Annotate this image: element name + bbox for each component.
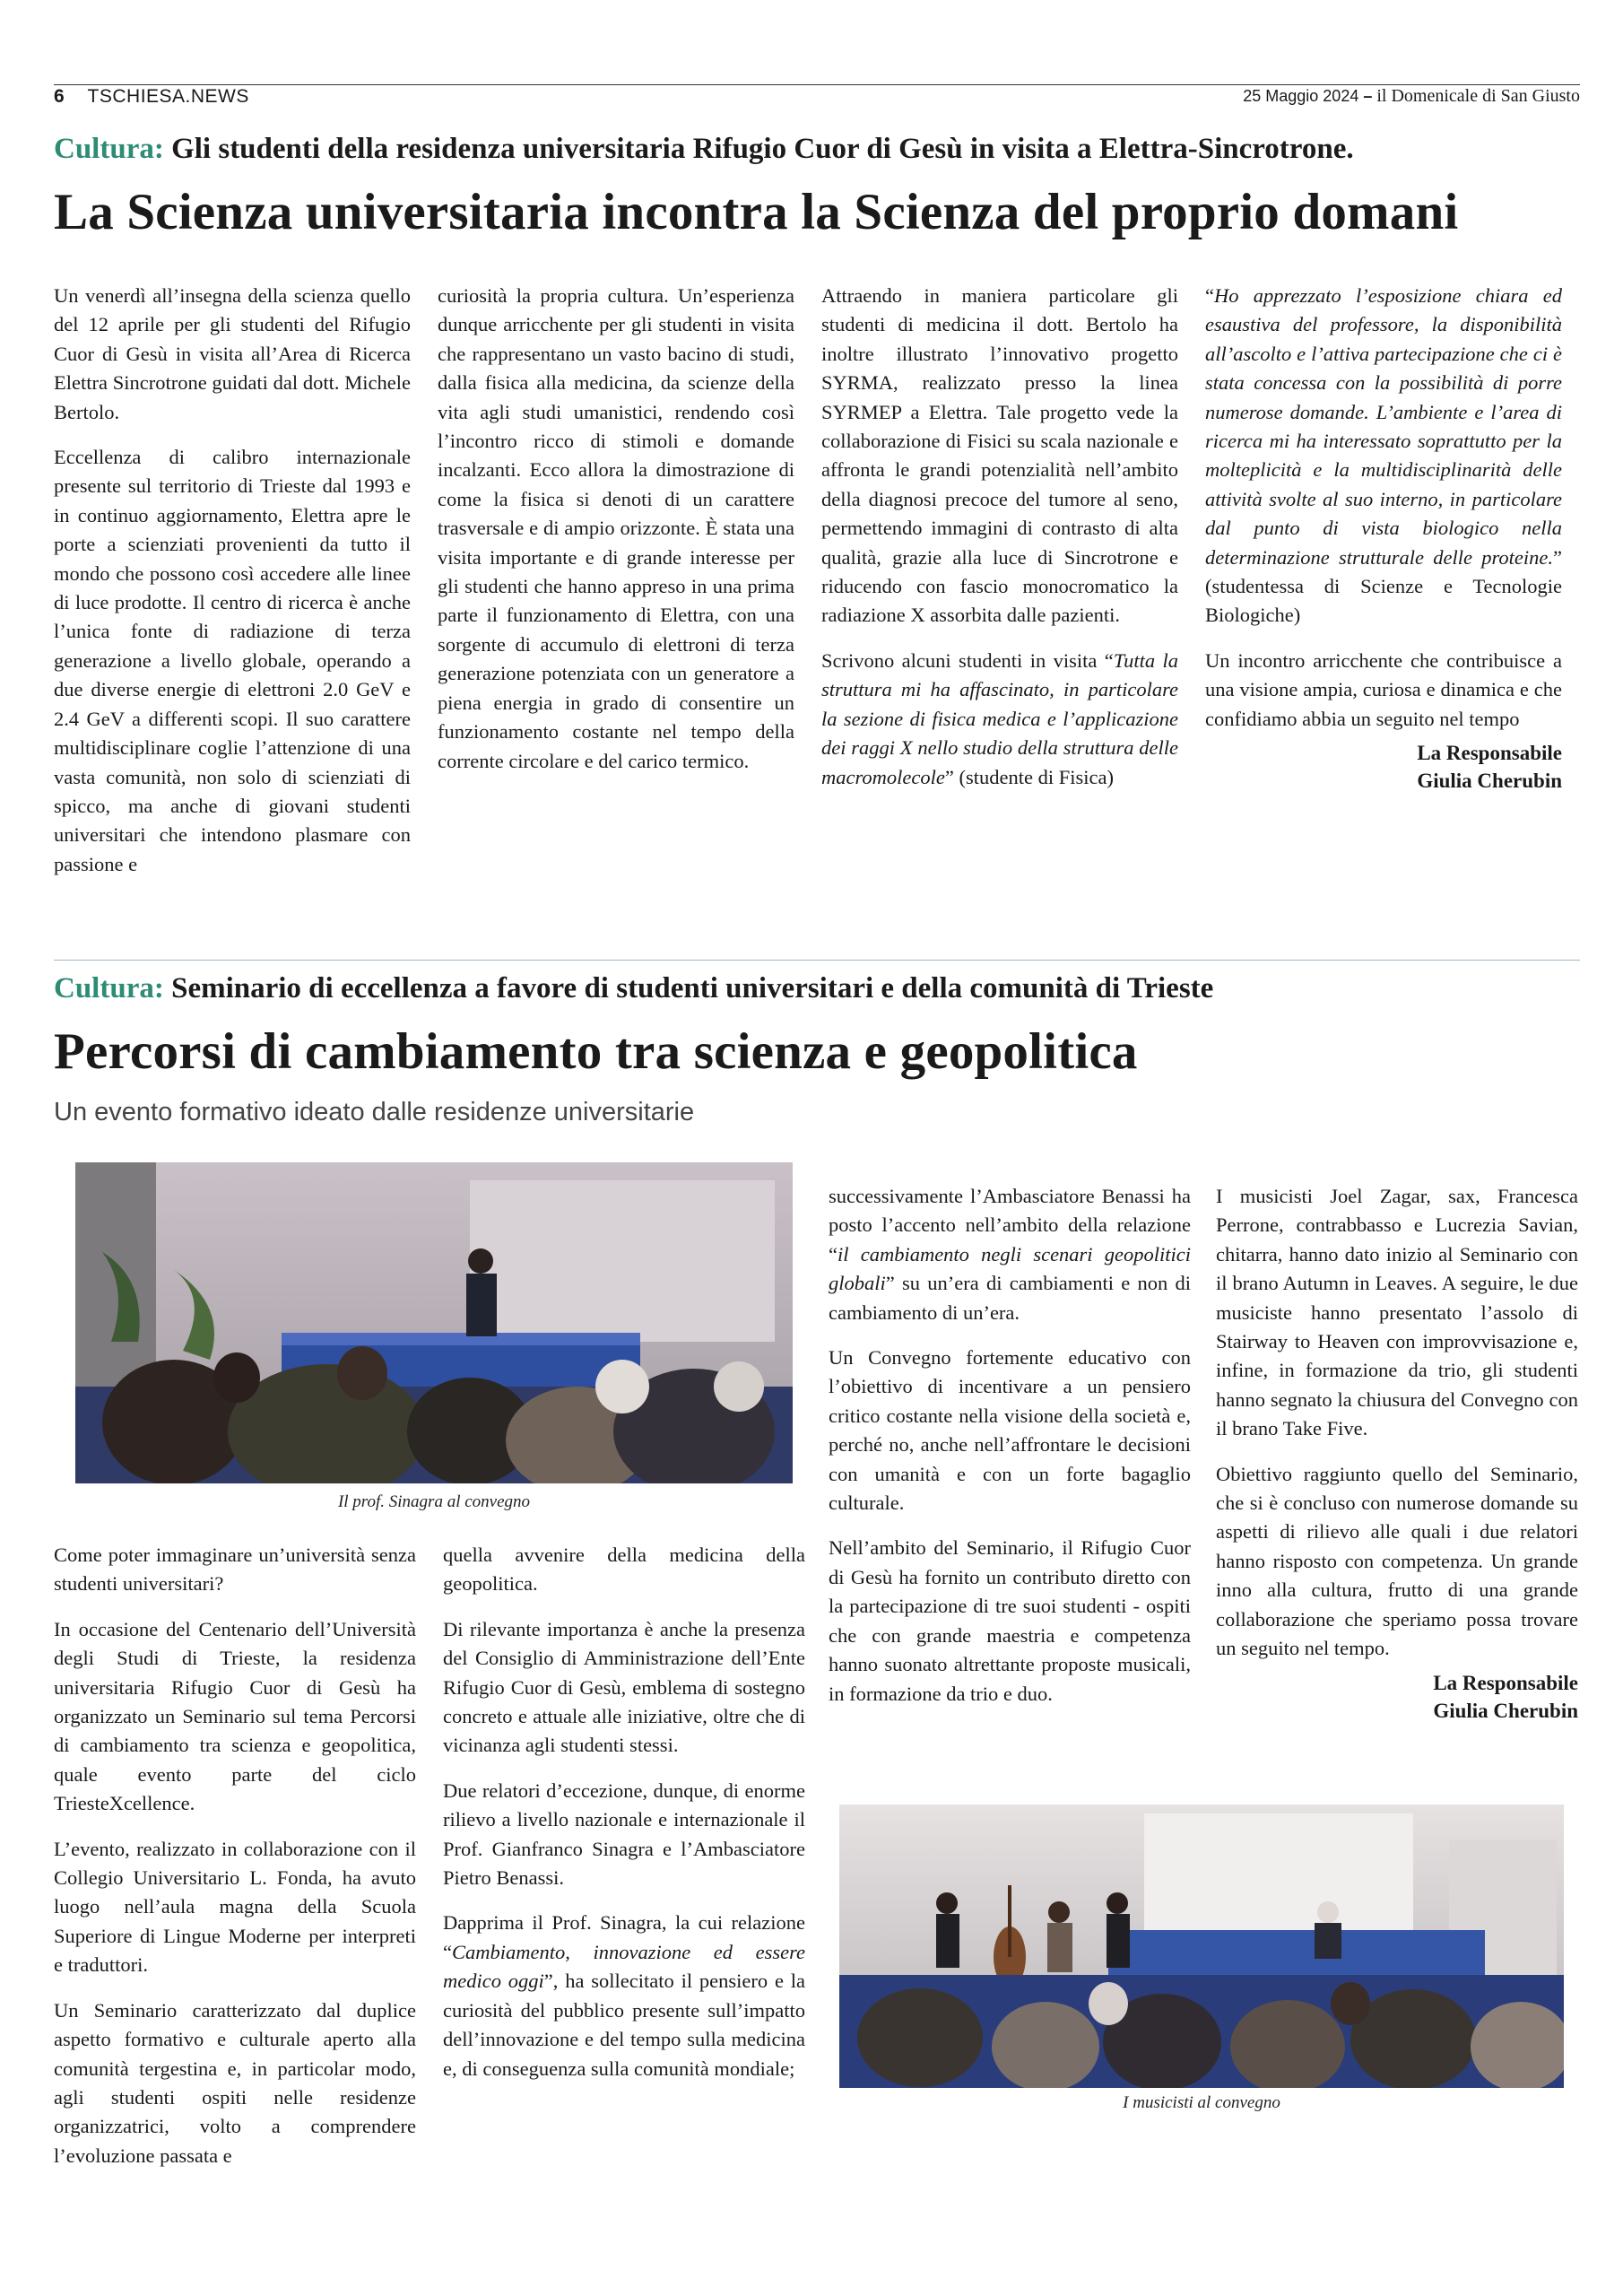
article2-headline: Percorsi di cambiamento tra scienza e geopolitica (54, 1023, 1138, 1080)
signature-role: La Responsabile (1417, 742, 1562, 765)
article1-col3-p1: Attraendo in maniera particolare gli studenti di medicina il dott. Bertolo ha inoltre illustrato l’innovativo progetto SYRMA, realizzato presso la linea SYRMEP a Elettra. Tale progetto vede la collaborazione di Fisici su scala nazionale e affronta le grandi potenzialità nell’ambito della diagnosi precoce del tumore al seno, permettendo immagini di contrasto di alta qualità, grazie alla luce di Sincrotrone e riducendo con fascio monocromatico la radiazione X assorbita dalle pazienti. (821, 284, 1178, 627)
article2-col4-p1: I musicisti Joel Zagar, sax, Francesca Perrone, contrabbasso e Lucrezia Savian, chitarra, hanno dato inizio al Seminario con il brano Autumn in Leaves. A seguire, le due musiciste hanno presentato l’assolo di Stairway to Heaven con improvvisazione e, infine, in formazione da trio, gli studenti hanno segnato la chiusura del Convegno con il brano Take Five. (1216, 1185, 1578, 1440)
quote-open: “ (1205, 284, 1214, 307)
photo-musicians-conference (839, 1805, 1564, 2088)
article1-section-label: Cultura: (54, 133, 164, 165)
article2-column-3 (829, 1182, 1191, 1709)
article1-signature (1205, 739, 1562, 795)
publication-name: il Domenicale di San Giusto (1376, 86, 1580, 106)
article2-column-1 (54, 1541, 416, 2170)
header-rule (54, 84, 1580, 85)
quote-intro: successivamente l’Ambasciatore Benassi ha posto l’accento nell’ambito della relazione “ (829, 1185, 1191, 1265)
quote-outro: ”, ha sollecitato il pensiero e la curiosità del pubblico presente sull’impatto dell’innovazione e del tempo sulla medicina e, di conseguenza sulla comunità mondiale; (443, 1970, 805, 2080)
article2-col2-p2: Di rilevante importanza è anche la presenza del Consiglio di Amministrazione dell’Ente Rifugio Cuor di Gesù, emblema di sostegno concreto e attuale alle iniziative, oltre che di vicinanza agli studenti stessi. (443, 1617, 805, 1757)
article-divider (54, 960, 1580, 961)
quote-intro: Scrivono alcuni studenti in visita “ (821, 648, 1114, 672)
article1-column-3 (821, 282, 1178, 792)
article2-signature (1216, 1669, 1578, 1725)
article1-headline: La Scienza universitaria incontra la Scienza del proprio domani (54, 184, 1459, 240)
quote-outro: ” (studente di Fisica) (944, 765, 1114, 788)
issue-date: 25 Maggio 2024 (1243, 87, 1359, 105)
photo-musicians-illustration (839, 1805, 1564, 2088)
signature-name: Giulia Cherubin (1433, 1699, 1578, 1722)
article2-col1-p4: Un Seminario caratterizzato dal duplice aspetto formativo e culturale aperto alla comunità tergestina e, in particolar modo, agli studenti ospiti nelle residenze organizzatrici, volto a comprendere l’evoluzione passata e (54, 1998, 416, 2167)
article2-col4-p2: Obiettivo raggiunto quello del Seminario, che si è concluso con numerose domande su aspetti di rilievo alle quali i due relatori hanno risposto con competenza. Un grande inno alla cultura, frutto di una grande collaborazione che speriamo possa trovare un seguito nel tempo. (1216, 1462, 1578, 1660)
article1-kicker-text: Gli studenti della residenza universitaria Rifugio Cuor di Gesù in visita a Elettra-Sincrotrone. (171, 133, 1354, 165)
header-dash: – (1358, 87, 1377, 105)
article2-column-2 (443, 1541, 805, 2083)
article1-col4-p2: Un incontro arricchente che contribuisce a una visione ampia, curiosa e dinamica e che confidiamo abbia un seguito nel tempo (1205, 648, 1562, 730)
photo-speaker-illustration (75, 1162, 793, 1483)
article2-col1-p3: L’evento, realizzato in collaborazione con il Collegio Universitario L. Fonda, ha avuto luogo nell’aula magna della Scuola Superiore di Lingue Moderne per interpreti e traduttori. (54, 1837, 416, 1977)
article1-column-1 (54, 282, 411, 879)
benassi-talk-title: il cambiamento negli scenari geopolitici globali (829, 1242, 1191, 1295)
photo-musicians-caption: I musicisti al convegno (1123, 2093, 1280, 2112)
article2-kicker-text: Seminario di eccellenza a favore di studenti universitari e della comunità di Trieste (171, 972, 1214, 1004)
article1-col3-p2 (821, 647, 1178, 792)
quote-outro: ” su un’era di cambiamenti e non di cambiamento di un’era. (829, 1272, 1191, 1324)
student-quote-physics: Tutta la struttura mi ha affascinato, in particolare la sezione di fisica medica e l’applicazione dei raggi X nello studio della struttura delle macromolecole (821, 648, 1178, 788)
sinagra-talk-title: Cambiamento, innovazione ed essere medico oggi (443, 1940, 805, 1993)
quote-close: ” (studentessa di Scienze e Tecnologie Biologiche) (1205, 545, 1562, 627)
article2-col2-p4 (443, 1909, 805, 2083)
site-name: TSCHIESA.NEWS (87, 86, 249, 107)
article2-kicker (54, 972, 1213, 1005)
article1-col4-p1 (1205, 282, 1562, 631)
article2-col3-p3: Nell’ambito del Seminario, il Rifugio Cuor di Gesù ha fornito un contributo diretto con la partecipazione di tre suoi studenti - ospiti che con grande maestria e competenza hanno suonato altrettante proposte musicali, in formazione da trio e duo. (829, 1536, 1191, 1705)
article2-col3-p1 (829, 1182, 1191, 1327)
article2-column-4 (1216, 1182, 1578, 1725)
article1-col1-p2: Eccellenza di calibro internazionale presente sul territorio di Trieste dal 1993 e in continuo aggiornamento, Elettra apre le porte a scienziati provenienti da tutto il mondo che possono così accedere alle linee di luce prodotte. Il centro di ricerca è anche l’unica fonte di radiazione di terza generazione a livello globale, operando a due diverse energie di elettroni 2.0 GeV e 2.4 GeV a differenti scopi. Il suo carattere multidisciplinare coglie l’attenzione di una vasta comunità, non solo di scienziati di spicco, ma anche di giovani studenti universitari che intendono plasmare con passione e (54, 446, 411, 875)
article1-column-2 (438, 282, 794, 776)
article2-subtitle: Un evento formativo ideato dalle residenze universitarie (54, 1098, 695, 1126)
article2-col1-p1: Come poter immaginare un’università senza studenti universitari? (54, 1544, 416, 1596)
article2-col1-p2: In occasione del Centenario dell’Università degli Studi di Trieste, la residenza universitaria Rifugio Cuor di Gesù ha organizzato un Seminario sul tema Percorsi di cambiamento tra scienza e geopolitica, quale evento parte del ciclo TriesteXcellence. (54, 1617, 416, 1815)
article1-column-4 (1205, 282, 1562, 795)
article2-section-label: Cultura: (54, 972, 164, 1004)
article2-col2-p3: Due relatori d’eccezione, dunque, di enorme rilievo a livello nazionale e internazionale il Prof. Gianfranco Sinagra e l’Ambasciatore Pietro Benassi. (443, 1779, 805, 1890)
article1-col1-p1: Un venerdì all’insegna della scienza quello del 12 aprile per gli studenti del Rifugio Cuor di Gesù in visita all’Area di Ricerca Elettra Sincrotrone guidati dal dott. Michele Bertolo. (54, 284, 411, 423)
article2-col2-p1: quella avvenire della medicina della geopolitica. (443, 1544, 805, 1596)
page-header-left (54, 86, 249, 108)
photo-speaker-caption: Il prof. Sinagra al convegno (337, 1492, 531, 1511)
photo-speaker-conference (75, 1162, 793, 1483)
student-quote-biology: Ho apprezzato l’esposizione chiara ed esaustiva del professore, la disponibilità all’ascolto e l’attiva partecipazione che ci è stata concessa con la possibilità di porre numerose domande. L’ambiente e l’area di ricerca mi ha interessato soprattutto per la molteplicità e la multidisciplinarità delle attività svolte al suo interno, in particolare dal punto di vista biologico nella determinazione strutturale delle proteine. (1205, 284, 1562, 569)
article2-col3-p2: Un Convegno fortemente educativo con l’obiettivo di incentivare a un pensiero critico costante nella visione della società e, perché no, anche nell’affrontare le decisioni con umanità e con un forte bagaglio culturale. (829, 1346, 1191, 1515)
article1-col2-p1: curiosità la propria cultura. Un’esperienza dunque arricchente per gli studenti in visita che rappresentano un vasto bacino di studi, dalla fisica alla medicina, da scienze della vita agli studi umanistici, rendendo così l’incontro ricco di stimoli e domande incalzanti. Ecco allora la dimostrazione di come la fisica si denoti di un carattere trasversale e di ampio orizzonte. È stata una visita importante e di grande interesse per gli studenti che hanno appreso in una prima parte il funzionamento di Elettra, con una sorgente di accumulo di elettroni di terza generazione potenziata con un generatore a piena energia in grado di consentire un funzionamento costante nel tempo della corrente circolare e del carico termico. (438, 284, 794, 772)
page-header-right (1243, 86, 1580, 107)
page-number: 6 (54, 86, 65, 107)
signature-role: La Responsabile (1433, 1671, 1578, 1694)
quote-intro: Dapprima il Prof. Sinagra, la cui relazione “ (443, 1911, 805, 1963)
signature-name: Giulia Cherubin (1417, 770, 1562, 793)
article1-kicker (54, 133, 1354, 166)
